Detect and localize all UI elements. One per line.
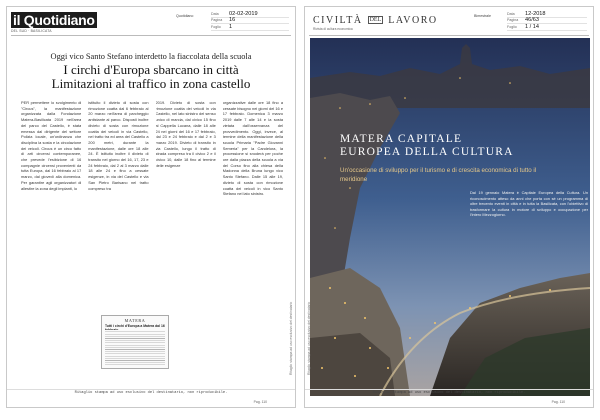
side-copyright-note: Ritaglio stampa ad uso esclusivo del destinatario <box>289 301 293 375</box>
left-newspaper-page <box>6 6 296 408</box>
publication-frequency: Bimestrale <box>474 14 491 18</box>
logo-main: il Quotidiano <box>13 12 95 28</box>
matera-cityscape-photo <box>310 38 590 396</box>
article-headline <box>7 63 295 91</box>
date-label: Data <box>211 11 219 16</box>
logo-left-word: CIVILTÀ <box>313 15 363 26</box>
sheet-value: 1 / 14 <box>525 23 539 30</box>
page-value: 46/63 <box>525 17 539 24</box>
date-value: 12-2018 <box>525 10 546 17</box>
thumbnail-headline: Tutti i circhi d'Europa a Matera dal 16 <box>105 324 165 328</box>
thumbnail-title: MATERA <box>124 318 146 323</box>
magazine-logo <box>313 15 438 26</box>
sheet-value: 1 <box>229 23 233 30</box>
masthead <box>11 10 291 36</box>
headline-line-2: Limitazioni al traffico in zona castello <box>51 76 251 91</box>
date-label: Data <box>507 11 515 16</box>
page-number: Pag. 110 <box>253 400 267 404</box>
article-column-4: organizzative dalle ore 18 fino a cessate bisogno nei giorni del 16 e 17 febbraio. Domenica 3 marzo 2019 dalle 7 alle 14 e la sosta vietata dall'osservanza del provvedimento. Oggi, invece, al termine della manifestazione della scuola Primaria "Padre Giovanni Semeria" per la Candelora, la processione si snoderà per poche ore dalla piazza della scuola a via del Corso fino alla chiesa della Madonna della Bruna lungo vico Santo Stefano. Dalle 15 alle 19, divieto di sosta con rimozione coatta dei veicoli in vico Santo Stefano nel lato sinistro. <box>222 100 283 197</box>
clipping-disclaimer: Ritaglio stampa ad uso esclusivo del destinatario, non riproducibile. <box>7 389 295 395</box>
article-column-3: 2019. Divieto di sosta con rimozione coatta dei veicoli in via Castello, nel lato sinistro del senso unico di marcia, dal civico 15 fino al Cappella Lucana, dalle 18 alle 24 nei giorni del 16 e 17 febbraio, dal 23 e 24 febbraio e dal 2 e 3 marzo 2019. Divieto di transito in via Castello, lungo il tratto di strada compreso tra il civico 2 e il civico 10, dalle 18 fino al termine delle esigenze <box>155 100 216 168</box>
feature-intro-text: Dal 19 gennaio Matera è Capitale Europea della Cultura. Un riconoscimento atteso da anni che porta con sé un programma di oltre trecento eventi in città e in tutta la Basilicata, con l'obiettivo di trasformare la cultura in motore di sviluppo e occupazione per l'intero Mezzogiorno. <box>470 190 588 218</box>
page-label: Pagina <box>211 18 223 23</box>
headline-line-1: I circhi d'Europa sbarcano in città <box>63 62 239 77</box>
logo-right-word: LAVORO <box>388 15 438 26</box>
front-page-thumbnail <box>101 315 169 369</box>
publication-frequency: Quotidiano <box>176 14 194 18</box>
article-kicker: Oggi vico Santo Stefano interdetto la fiaccolata della scuola <box>50 52 252 61</box>
logo-subtitle: DEL SUD · BASILICATA <box>11 29 52 33</box>
thumbnail-text-lines <box>105 330 165 365</box>
article-column-1: PER permettere lo svolgimento di "Circus", la manifestazione organizzata dalla Fondazione Matera-Basilicata 2019 nell'area del parco del Castello, è stata emessa dal dirigente del settore Polizia locale, un'ordinanza che disciplina la sosta e la circolazione dei veicoli. Circus è un circo fatto di arti circensi contemporanee, che prevede l'esibizione di 16 compagnie circensi provenienti da tutta Europa, dal 16 febbraio al 17 marzo, dal giovedì alla domenica. Per garantire agli organizzatori di allestire la zona degli impianti, lo <box>21 100 82 191</box>
side-copyright-note: Ritaglio stampa ad uso esclusivo del destinatario <box>307 301 311 375</box>
feature-title <box>340 133 514 159</box>
date-value: 02-02-2019 <box>229 10 258 17</box>
clipping-metadata <box>211 11 289 31</box>
masthead <box>309 10 589 36</box>
logo-box-word: DEL <box>369 17 382 23</box>
article-body <box>21 100 283 285</box>
feature-title-line-2: EUROPEA DELLA CULTURA <box>340 146 514 158</box>
page-label: Pagina <box>507 18 519 23</box>
sheet-label: Foglio <box>507 24 517 29</box>
clipping-disclaimer: Ritaglio stampa ad uso esclusivo del destinatario, non riproducibile. <box>305 389 593 395</box>
right-magazine-page <box>304 6 594 408</box>
feature-title-line-1: MATERA CAPITALE <box>340 133 463 145</box>
article-column-2: istituito il divieto di sosta con rimozione coatta dal 6 febbraio al 20 marzo nell'area di parcheggio antistante al parco. Disposti inoltre divieto di sosta con rimozione coatta dei veicoli in via Castello, nel tratto tra ed area del Castello a 200 metri, durante la manifestazione, dalle ore 18 alle 24. È istituito inoltre il divieto di transito nel giorno del 16, 17, 23 e 24 febbraio, dal 2 al 3 marzo dalle 18 alle 24 e fino a cessate esigenze, in via del Castello e via San Pietro Barisano nel tratto compreso tra <box>88 100 149 191</box>
sheet-label: Foglio <box>211 24 221 29</box>
clipping-metadata <box>507 11 587 31</box>
logo-subtitle: Rivista di cultura economica <box>313 27 353 31</box>
newspaper-logo <box>11 12 97 28</box>
feature-subtitle: Un'occasione di sviluppo per il turismo e di crescita economica di tutto il meridione <box>340 167 537 183</box>
page-value: 16 <box>229 17 236 24</box>
page-number: Pag. 110 <box>551 400 565 404</box>
